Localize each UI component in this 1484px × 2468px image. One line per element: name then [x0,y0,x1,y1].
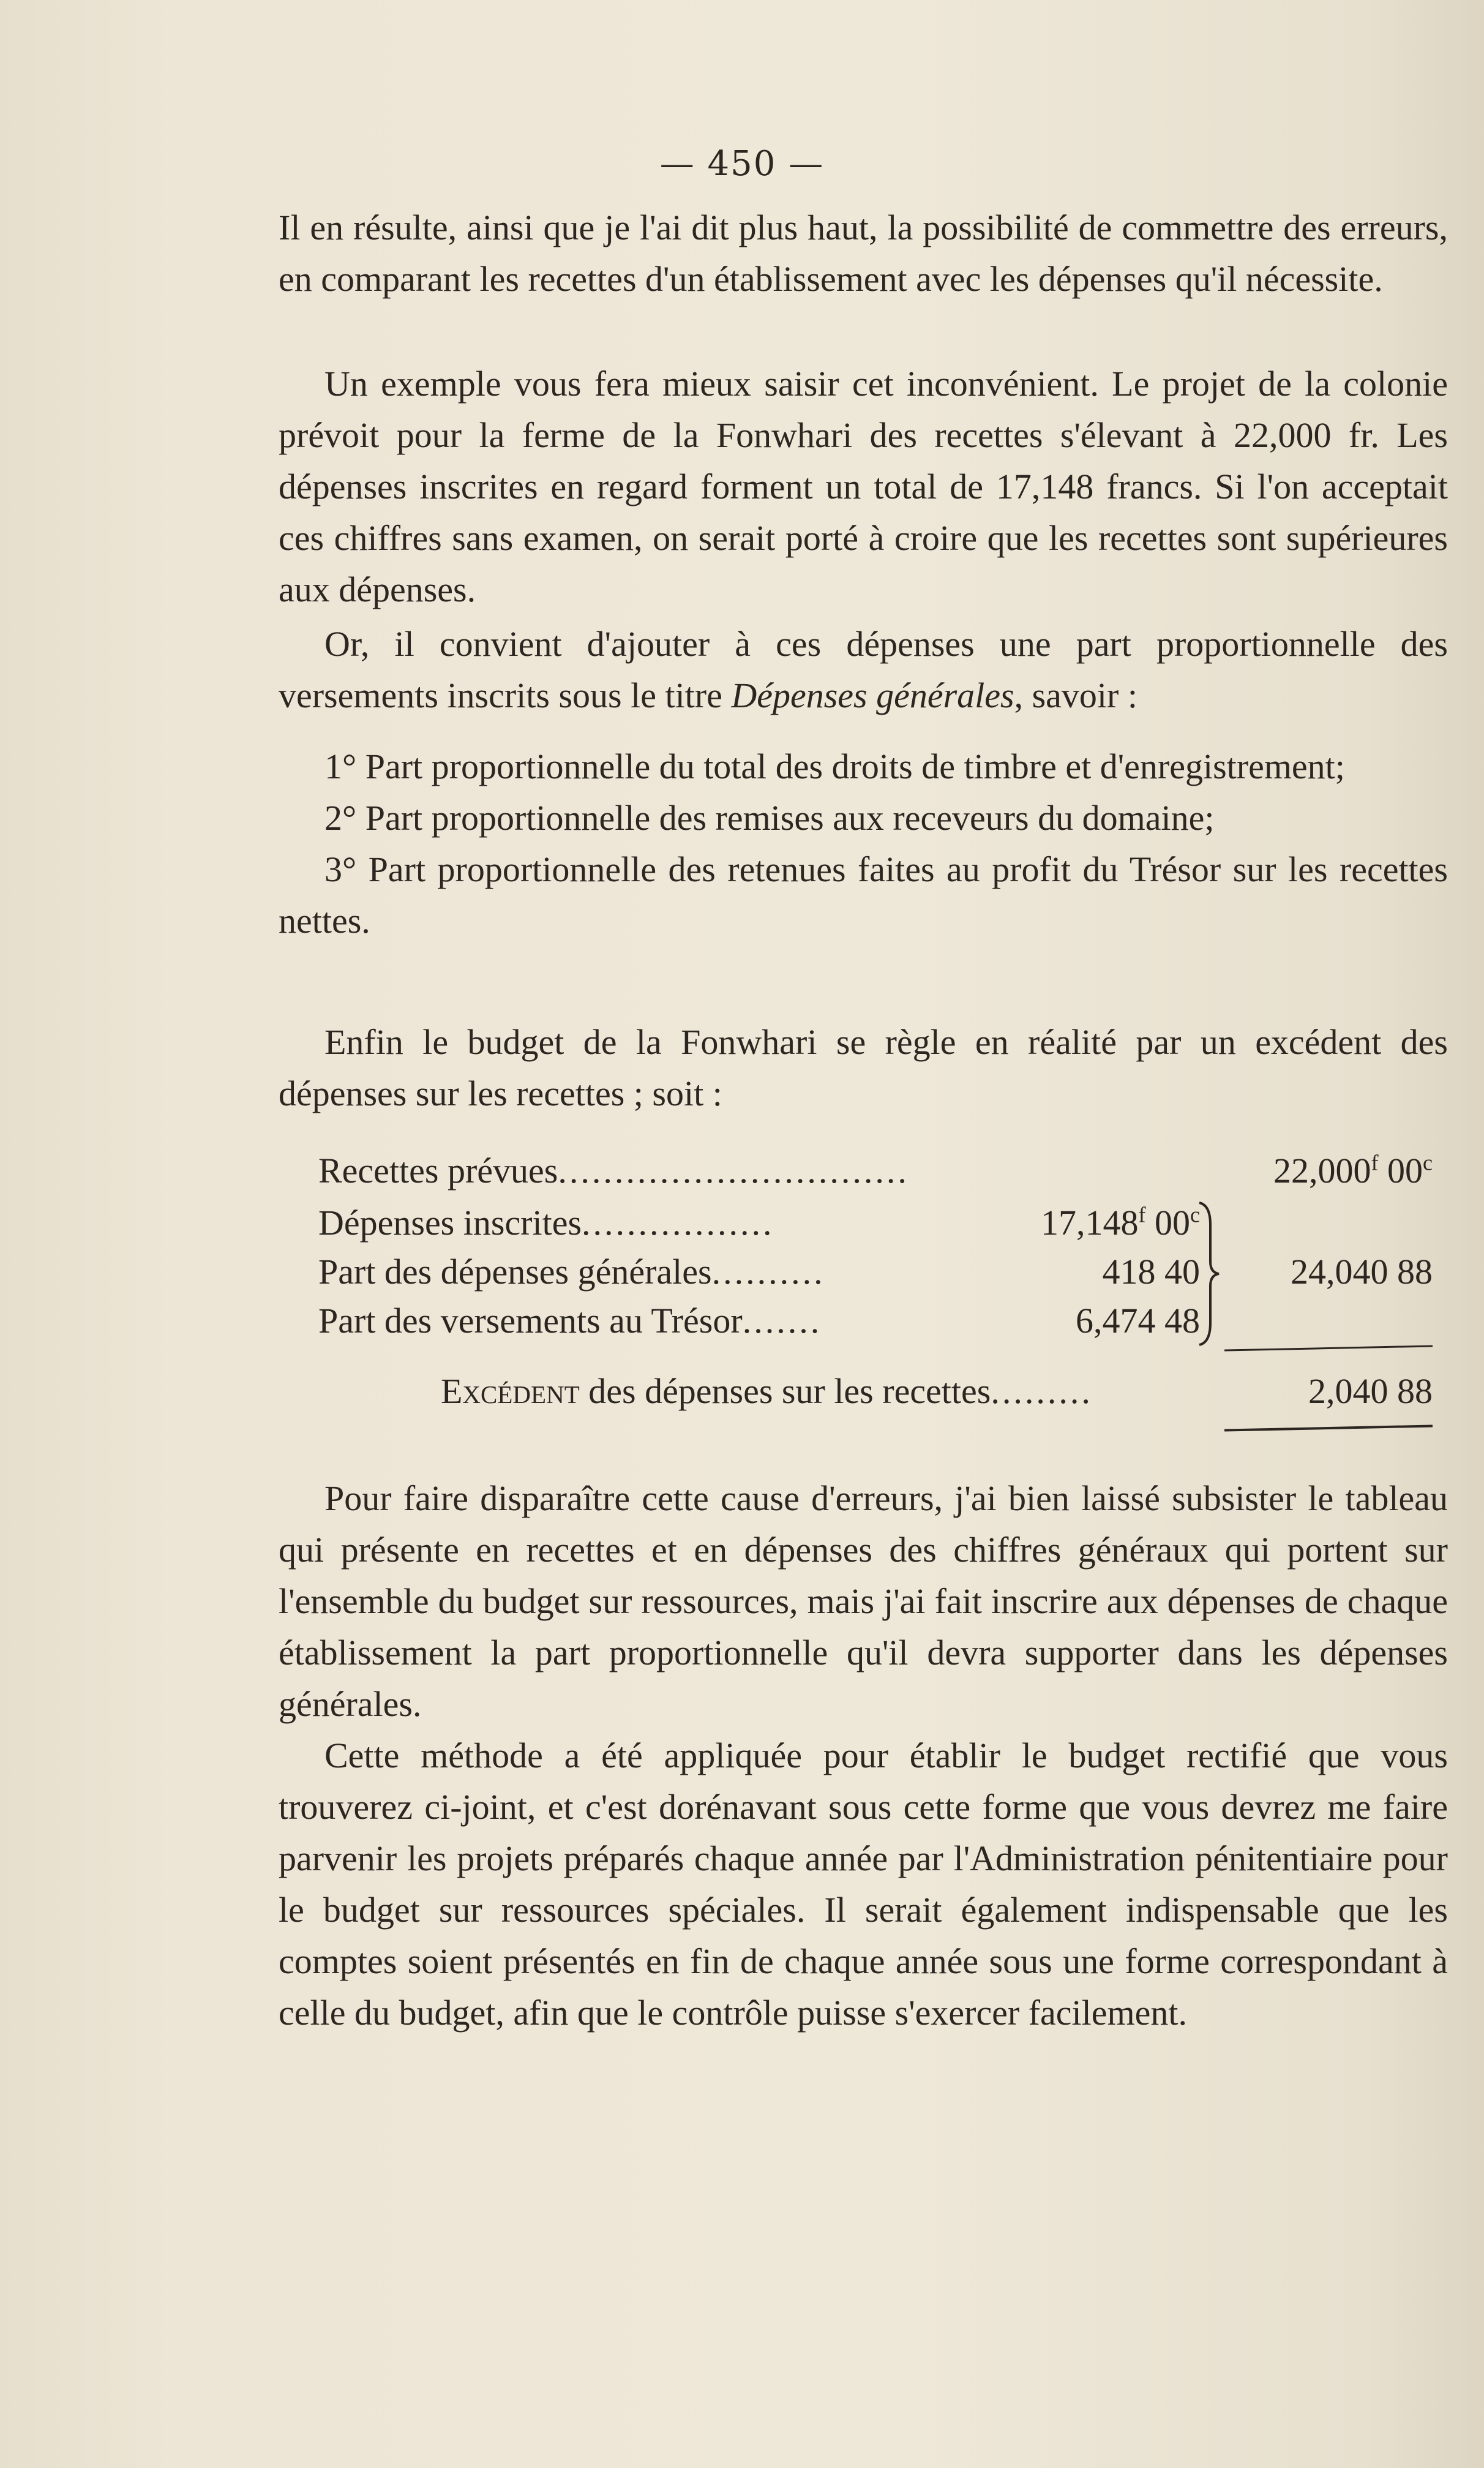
row-total: 22,000$^f$ 00$^c$ [1273,1150,1433,1191]
paragraph-5 [279,1473,1448,1730]
row-label: Recettes prévues [318,1151,558,1191]
brace-symbol [1197,1200,1221,1347]
row-label: Part des dépenses générales [318,1252,712,1292]
excess-total: 2,040 88 [1308,1371,1433,1411]
row-dots: ............................... [558,1151,909,1191]
list-item: 3° Part proportionnelle des retenues faites au profit du Trésor sur les recettes nettes. [279,849,1448,941]
row-amount: 418 40 [1102,1252,1200,1292]
excess-dots: ......... [991,1371,1093,1411]
excess-label: des dépenses sur les recettes [579,1371,991,1411]
excess-label-smallcaps: Excédent [441,1371,580,1411]
row-dots: ................. [582,1203,774,1243]
row-label: Dépenses inscrites [318,1203,582,1243]
paragraph-3-start: Or, il convient d'ajouter à ces dépenses une part proportionnelle des versements inscrits sous le titre [279,624,1448,715]
paragraph-5-text: Pour faire disparaître cette cause d'erreurs, j'ai bien laissé subsister le tableau qui présente en recettes et en dépenses des chiffres généraux qui portent sur l'ensemble du budget sur ressources, mais j'ai fait inscrire aux dépenses de chaque établissement la part proportionnelle qu'il devra supporter dans les dépenses générales. [279,1478,1448,1724]
page-number: — 450 — [659,144,825,184]
paragraph-2-text: Un exemple vous fera mieux saisir cet inconvénient. Le projet de la colonie prévoit pour la ferme de la Fonwhari des recettes s'élevant à 22,000 fr. Les dépenses inscrites en regard forment un total de 17,148 francs. Si l'on acceptait ces chiffres sans examen, on serait porté à croire que les recettes sont supérieures aux dépenses. [279,364,1448,609]
paragraph-6 [279,1730,1448,2039]
row-amount: 17,148$^f$ 00$^c$ [1041,1202,1200,1243]
row-dots: ....... [742,1301,822,1341]
list-item: 1° Part proportionnelle du total des droits de timbre et d'enregistrement; [324,747,1345,786]
row-dots: .......... [711,1252,825,1292]
row-subtotal: 24,040 88 [1291,1252,1433,1292]
paragraph-6-text: Cette méthode a été appliquée pour établir le budget rectifié que vous trouverez ci-joint, et c'est dorénavant sous cette forme que vous devrez me faire parvenir les projets préparés chaque année par l'Administration pénitentiaire pour le budget sur ressources spéciales. Il serait également indispensable que les comptes soient présentés en fin de chaque année sous une forme correspondant à celle du budget, afin que le contrôle puisse s'exercer facilement. [279,1736,1448,2033]
paragraph-3-end: , savoir : [1014,675,1137,715]
paragraph-3-italic: Dépenses générales [731,675,1014,715]
paragraph-4-text: Enfin le budget de la Fonwhari se règle en réalité par un excédent des dépenses sur les recettes ; soit : [279,1022,1448,1113]
paragraph-1-text: Il en résulte, ainsi que je l'ai dit plus haut, la possibilité de commettre des erreurs, en comparant les recettes d'un établissement avec les dépenses qu'il nécessite. [279,208,1448,299]
row-amount: 6,474 48 [1076,1301,1200,1341]
list-item: 2° Part proportionnelle des remises aux receveurs du domaine; [324,798,1215,838]
row-label: Part des versements au Trésor [318,1301,743,1341]
